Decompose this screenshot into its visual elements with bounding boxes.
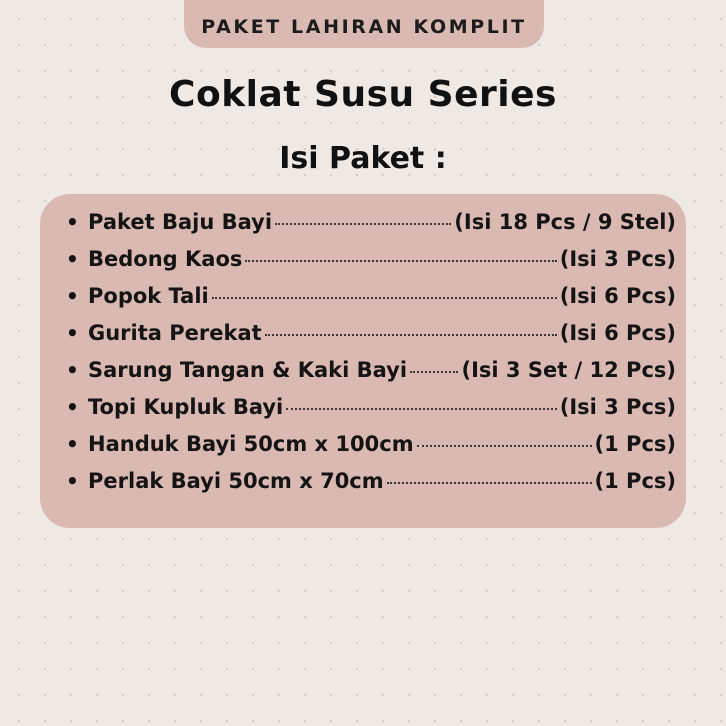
package-contents-list <box>66 210 676 506</box>
item-quantity: (1 Pcs) <box>594 432 676 456</box>
item-quantity: (Isi 18 Pcs / 9 Stel) <box>454 210 676 234</box>
dotted-leader <box>410 371 458 373</box>
list-item <box>66 210 676 247</box>
dotted-leader <box>265 334 557 336</box>
item-quantity: (1 Pcs) <box>594 469 676 493</box>
item-name: Topi Kupluk Bayi <box>88 395 284 419</box>
bullet-icon: • <box>66 432 79 456</box>
dotted-leader <box>286 408 556 410</box>
list-item <box>66 432 676 469</box>
list-item <box>66 321 676 358</box>
item-quantity: (Isi 6 Pcs) <box>559 321 676 345</box>
item-name: Bedong Kaos <box>88 247 243 271</box>
dotted-leader <box>212 297 557 299</box>
dotted-leader <box>387 482 592 484</box>
list-item <box>66 284 676 321</box>
item-name: Popok Tali <box>88 284 209 308</box>
bullet-icon: • <box>66 284 79 308</box>
item-quantity: (Isi 3 Set / 12 Pcs) <box>461 358 676 382</box>
page-subtitle: Isi Paket : <box>279 141 447 176</box>
list-item <box>66 358 676 395</box>
item-quantity: (Isi 6 Pcs) <box>559 284 676 308</box>
item-name: Perlak Bayi 50cm x 70cm <box>88 469 384 493</box>
item-name: Paket Baju Bayi <box>88 210 273 234</box>
list-item <box>66 247 676 284</box>
dotted-leader <box>275 223 451 225</box>
item-quantity: (Isi 3 Pcs) <box>559 395 676 419</box>
item-name: Gurita Perekat <box>88 321 262 345</box>
page-title: Coklat Susu Series <box>169 74 557 115</box>
item-name: Handuk Bayi 50cm x 100cm <box>88 432 414 456</box>
item-quantity: (Isi 3 Pcs) <box>559 247 676 271</box>
dotted-leader <box>245 260 556 262</box>
header-banner <box>184 0 544 48</box>
bullet-icon: • <box>66 321 79 345</box>
bullet-icon: • <box>66 358 79 382</box>
list-item <box>66 469 676 506</box>
bullet-icon: • <box>66 395 79 419</box>
banner-title: PAKET LAHIRAN KOMPLIT <box>201 16 527 38</box>
bullet-icon: • <box>66 469 79 493</box>
bullet-icon: • <box>66 247 79 271</box>
list-item <box>66 395 676 432</box>
bullet-icon: • <box>66 210 79 234</box>
dotted-leader <box>417 445 592 447</box>
item-name: Sarung Tangan & Kaki Bayi <box>88 358 408 382</box>
